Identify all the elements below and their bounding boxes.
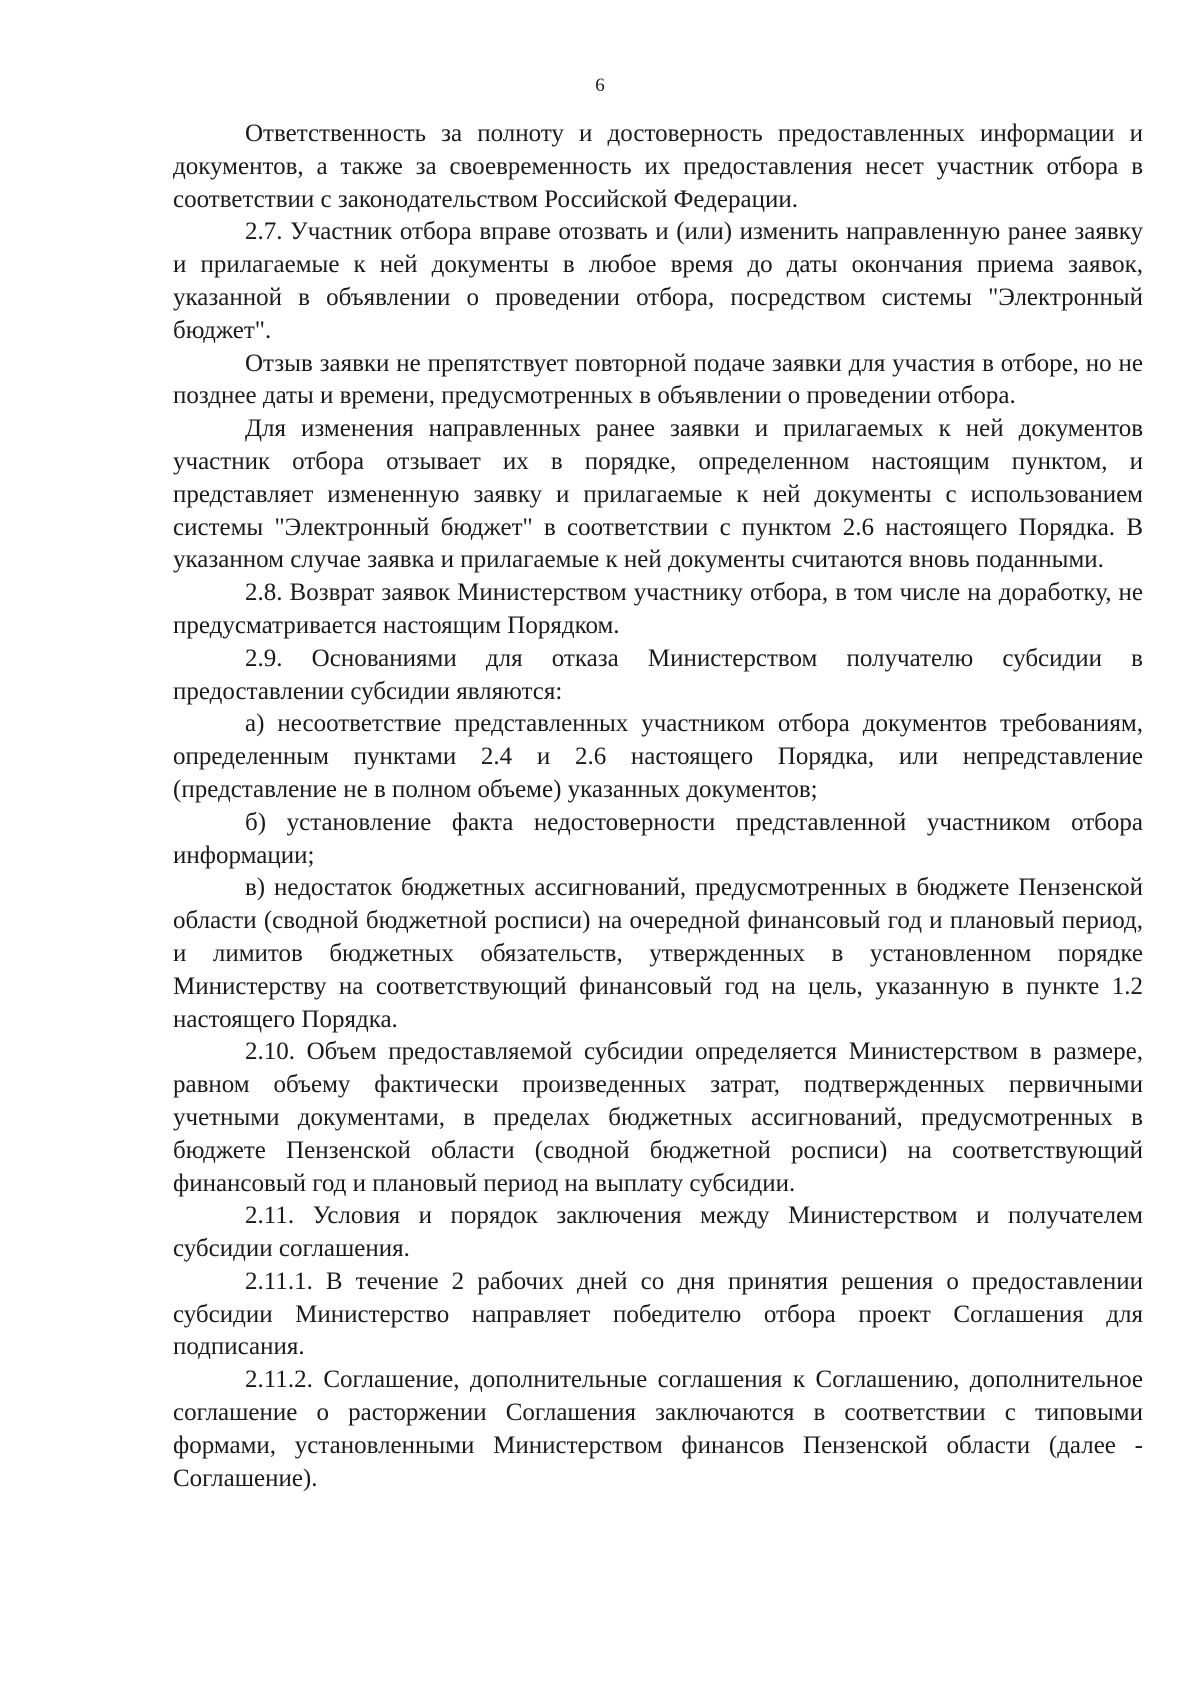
paragraph-application-change: Для изменения направленных ранее заявки и прилагаемых к ней документов участник отбора отзывает их в порядке, определенном настоящим пунктом, и представляет измененную заявку и прилагаемые к ней документы с использованием системы "Электронный бюджет" в соответствии с пунктом 2.6 настоящего Порядка. В указанном случае заявка и прилагаемые к ней документы считаются вновь поданными. — [173, 415, 1143, 574]
paragraph-2-9: 2.9. Основаниями для отказа Министерством получателю субсидии в предоставлении субсидии являются: — [173, 644, 1143, 705]
paragraph-2-11-1: 2.11.1. В течение 2 рабочих дней со дня принятия решения о предоставлении субсидии Министерство направляет победителю отбора проект Соглашения для подписания. — [173, 1267, 1143, 1361]
paragraph-2-7: 2.7. Участник отбора вправе отозвать и (или) изменить направленную ранее заявку и прилагаемые к ней документы в любое время до даты окончания приема заявок, указанной в объявлении о проведении отбора, посредством системы "Электронный бюджет". — [173, 218, 1143, 344]
paragraph-2-8: 2.8. Возврат заявок Министерством участнику отбора, в том числе на доработку, не предусматривается настоящим Порядком. — [173, 579, 1143, 639]
paragraph-2-10: 2.10. Объем предоставляемой субсидии определяется Министерством в размере, равном объему фактически произведенных затрат, подтвержденных первичными учетными документами, в пределах бюджетных ассигнований, предусмотренных в бюджете Пензенской области (сводной бюджетной росписи) на соответствующий финансовый год и плановый период на выплату субсидии. — [173, 1038, 1143, 1197]
page-number: 6 — [595, 75, 605, 96]
paragraph-2-9-v: в) недостаток бюджетных ассигнований, предусмотренных в бюджете Пензенской области (сводной бюджетной росписи) на очередной финансовый год и плановый период, и лимитов бюджетных обязательств, утвержденных в установленном порядке Министерству на соответствующий финансовый год на цель, указанную в пункте 1.2 настоящего Порядка. — [173, 874, 1143, 1033]
paragraph-2-9-b: б) установление факта недостоверности представленной участником отбора информации; — [173, 808, 1143, 869]
paragraph-2-11: 2.11. Условия и порядок заключения между Министерством и получателем субсидии соглашения. — [173, 1202, 1143, 1263]
paragraph-responsibility: Ответственность за полноту и достоверность предоставленных информации и документов, а также за своевременность их предоставления несет участник отбора в соответствии с законодательством Российской Федерации. — [173, 120, 1143, 213]
document-body — [173, 118, 1143, 1495]
paragraph-2-9-a: а) несоответствие представленных участником отбора документов требованиям, определенным пунктами 2.4 и 2.6 настоящего Порядка, или непредставление (представление не в полном объеме) указанных документов; — [173, 710, 1143, 803]
paragraph-2-11-2: 2.11.2. Соглашение, дополнительные соглашения к Соглашению, дополнительное соглашение о расторжении Соглашения заключаются в соответствии с типовыми формами, установленными Министерством финансов Пензенской области (далее - Соглашение). — [173, 1366, 1143, 1492]
paragraph-application-withdrawal: Отзыв заявки не препятствует повторной подаче заявки для участия в отборе, но не позднее даты и времени, предусмотренных в объявлении о проведении отбора. — [173, 349, 1143, 410]
